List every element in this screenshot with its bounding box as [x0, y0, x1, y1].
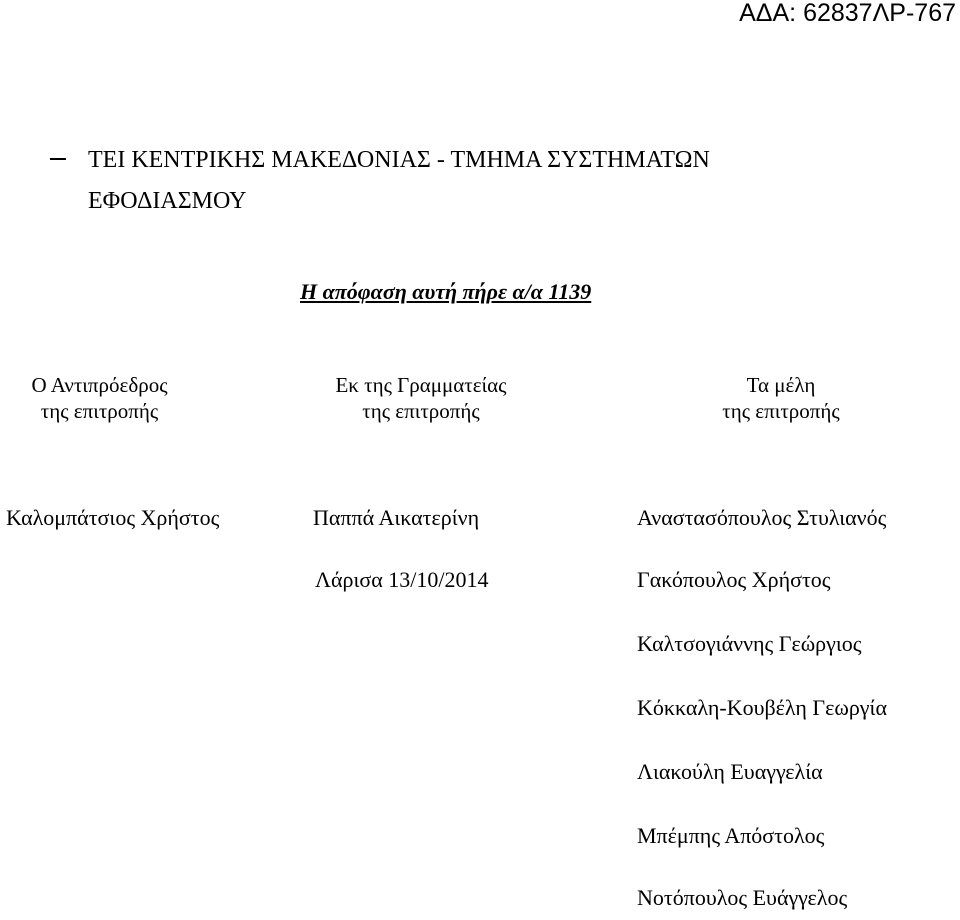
- members-role-line-2: της επιτροπής: [722, 399, 840, 423]
- member-name: Γακόπουλος Χρήστος: [637, 567, 831, 592]
- member-name: Κόκκαλη-Κουβέλη Γεωργία: [637, 695, 887, 720]
- decision-number: Η απόφαση αυτή πήρε α/α 1139: [300, 279, 592, 304]
- member-name: Νοτόπουλος Ευάγγελος: [637, 885, 848, 910]
- vice-chair-name: Καλομπάτσιος Χρήστος: [6, 505, 220, 530]
- vice-chair-role: [2, 372, 197, 424]
- secretary-role-line-2: της επιτροπής: [362, 399, 480, 423]
- department-heading: [88, 140, 710, 222]
- members-role-line-1: Τα μέλη: [746, 373, 816, 397]
- vice-chair-role-line-2: της επιτροπής: [40, 399, 159, 423]
- member-name: Μπέμπης Απόστολος: [637, 823, 825, 848]
- dash-bullet-icon: [50, 158, 66, 160]
- department-line-1: ΤΕΙ ΚΕΝΤΡΙΚΗΣ ΜΑΚΕΔΟΝΙΑΣ - ΤΜΗΜΑ ΣΥΣΤΗΜΑΤΩΝ: [88, 147, 710, 173]
- ada-code: ΑΔΑ: 62837ΛΡ-767: [739, 0, 956, 27]
- member-name: Καλτσογιάννης Γεώργιος: [637, 631, 862, 656]
- place-date: Λάρισα 13/10/2014: [315, 567, 489, 592]
- department-line-2: ΕΦΟΔΙΑΣΜΟΥ: [88, 188, 247, 214]
- secretary-name: Παππά Αικατερίνη: [313, 505, 480, 530]
- members-role: [686, 372, 876, 424]
- secretary-role-line-1: Εκ της Γραμματείας: [335, 373, 507, 397]
- vice-chair-role-line-1: Ο Αντιπρόεδρος: [31, 373, 168, 397]
- member-name: Λιακούλη Ευαγγελία: [637, 759, 823, 784]
- member-name: Αναστασόπουλος Στυλιανός: [637, 505, 887, 530]
- secretary-role: [296, 372, 546, 424]
